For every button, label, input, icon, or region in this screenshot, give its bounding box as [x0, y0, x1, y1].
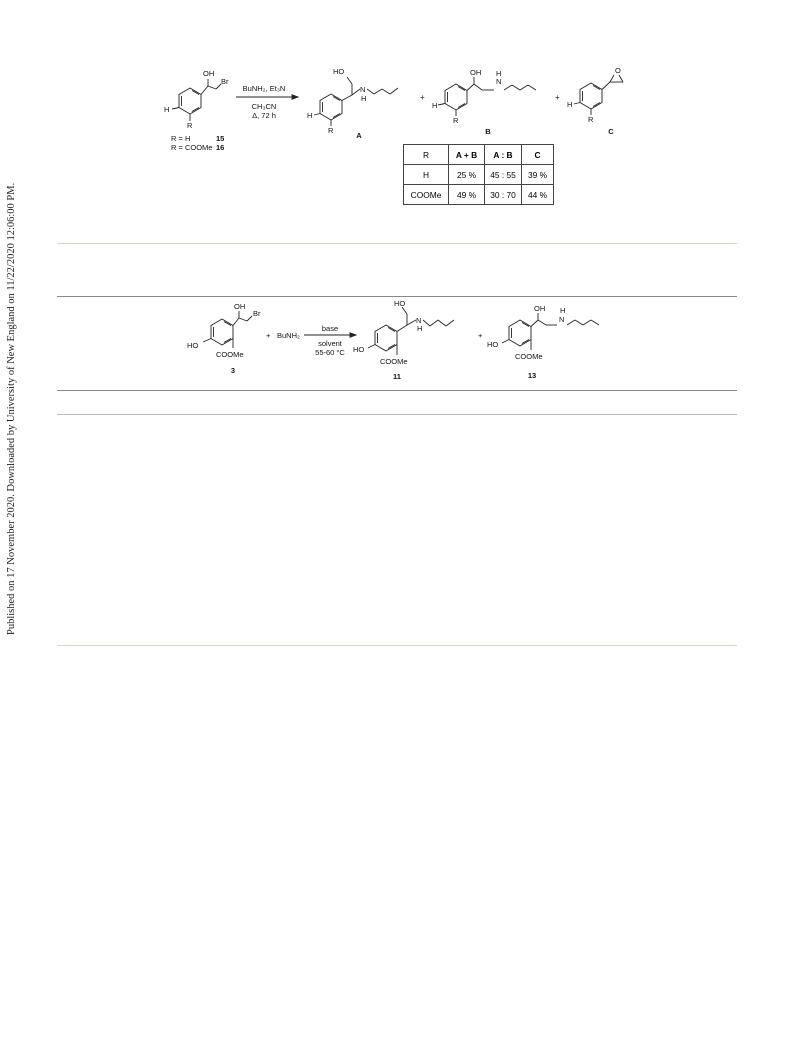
product-b-h-ring-label: H [432, 101, 438, 110]
product-a-r-label: R [328, 126, 334, 135]
product-b-structure [438, 77, 536, 116]
c3-oh-label: OH [234, 302, 246, 311]
c3-br-label: Br [253, 309, 261, 318]
compound-11-structure [368, 307, 454, 355]
compound-13-structure [502, 313, 599, 350]
condition-solvent: solvent [318, 339, 342, 348]
table-cell: 44 % [522, 185, 554, 205]
conditions-heat: Δ, 72 h [252, 111, 276, 120]
condition-temperature: 55-60 °C [315, 348, 345, 357]
c13-n-label: N [559, 315, 565, 324]
product-a-h-ring-label: H [307, 111, 313, 120]
conditions-reagents: BuNH₂, Et₃N [242, 84, 286, 93]
c13-h-label: H [560, 306, 566, 315]
product-c-h-ring-label: H [567, 100, 573, 109]
compound-15-label: 15 [216, 134, 225, 143]
c13-coome-label: COOMe [515, 352, 543, 361]
compound-11-label: 11 [393, 372, 401, 381]
compound-3-label: 3 [230, 366, 236, 375]
c11-ho-ring-label: HO [353, 345, 365, 354]
table-cell: 30 : 70 [485, 185, 522, 205]
product-b-h-label: H [496, 69, 502, 78]
table-row [404, 165, 554, 185]
substituent-coome: R = COOMe [171, 143, 213, 152]
plus-sign-1: + [420, 93, 425, 102]
compound-13-label: 13 [527, 371, 537, 380]
sm-r-label: R [187, 121, 193, 130]
c3-coome-label: COOMe [216, 350, 244, 359]
product-c-structure [574, 75, 623, 115]
product-b-oh-label: OH [470, 68, 482, 77]
table-cell: 49 % [449, 185, 485, 205]
c11-coome-label: COOMe [380, 357, 408, 366]
c11-n-label: N [416, 316, 422, 325]
product-c-label: C [608, 127, 614, 136]
table-cell: 45 : 55 [485, 165, 522, 185]
sm-br-label: Br [221, 77, 229, 86]
table-header-cell: A + B [449, 145, 485, 165]
results-table [403, 144, 554, 205]
c13-ho-ring-label: HO [487, 340, 499, 349]
table-header-cell: A : B [485, 145, 522, 165]
scheme-2-bottom-rule [57, 390, 737, 391]
product-b-label: B [485, 127, 491, 136]
condition-base: base [321, 324, 339, 333]
table-header-cell: C [522, 145, 554, 165]
product-a-label: A [356, 131, 362, 140]
separator-rule [57, 243, 737, 244]
product-a-n-label: N [360, 85, 366, 94]
product-a-h-label: H [361, 94, 367, 103]
table-header-cell: R [404, 145, 449, 165]
conditions-solvent: CH₃CN [251, 102, 277, 111]
plus-sign-3: + [266, 331, 271, 340]
compound-3-structure [203, 311, 252, 348]
reagent-bunh2: BuNH₂ [277, 331, 300, 340]
reaction-arrow-2 [304, 333, 356, 337]
plus-sign-4: + [478, 331, 483, 340]
product-b-n-label: N [496, 77, 502, 86]
table-cell: 39 % [522, 165, 554, 185]
reaction-arrow-1 [236, 95, 298, 99]
compound-16-label: 16 [216, 143, 225, 152]
plus-sign-2: + [555, 93, 560, 102]
c11-ho-label: HO [394, 299, 406, 308]
table-cell: COOMe [404, 185, 449, 205]
sm-oh-label: OH [203, 69, 215, 78]
section-end-rule [57, 645, 737, 646]
c13-oh-label: OH [534, 304, 546, 313]
download-notice-text: Published on 17 November 2020. Downloaded by University of New England on 11/22/2020 12:06:00 PM. [6, 182, 17, 635]
section-rule [57, 414, 737, 415]
product-a-structure [314, 77, 398, 126]
substituent-h: R = H [171, 134, 191, 143]
product-c-r-label: R [588, 115, 594, 124]
starting-material-structure [172, 79, 221, 121]
scheme-1 [0, 0, 793, 250]
c11-h-label: H [417, 324, 423, 333]
product-a-ho-label: HO [333, 67, 345, 76]
table-header-row [404, 145, 554, 165]
table-cell: H [404, 165, 449, 185]
sm-h-label: H [164, 105, 170, 114]
scheme-2 [0, 296, 793, 391]
product-b-r-label: R [453, 116, 459, 125]
table-cell: 25 % [449, 165, 485, 185]
c3-ho-label: HO [187, 341, 199, 350]
product-c-o-label: O [615, 66, 621, 75]
table-row [404, 185, 554, 205]
